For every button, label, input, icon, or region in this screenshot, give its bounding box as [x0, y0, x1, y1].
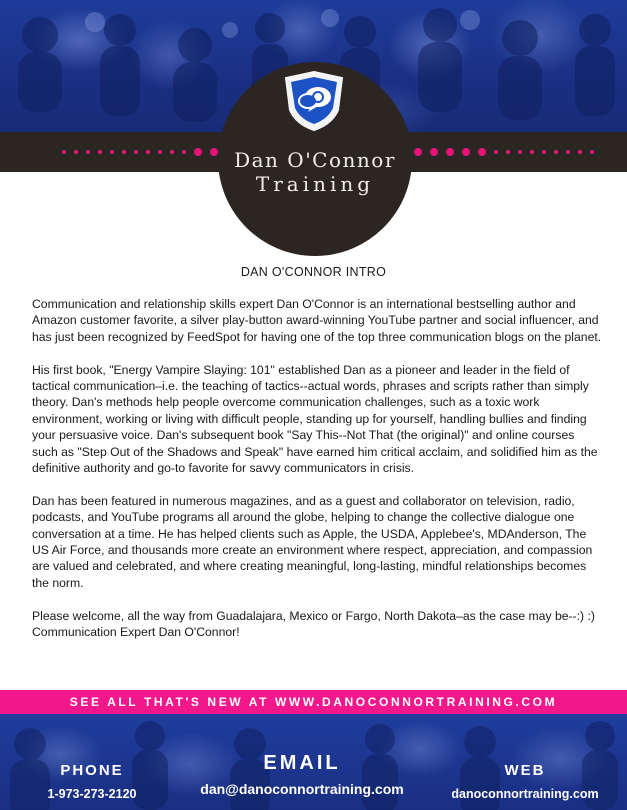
- shield-speech-icon: [282, 70, 346, 132]
- decorative-dots-right: [414, 148, 594, 156]
- web-address[interactable]: danoconnortraining.com: [451, 787, 599, 801]
- intro-paragraph-1: Communication and relationship skills expert Dan O'Connor is an international bestselling author and Amazon customer favorite, a silver play-button award-winning YouTube partner and social influencer, and has just been recognized by FeedSpot for having one of the top three communication blogs on the planet.: [32, 297, 602, 344]
- brand-name-line2: Training: [255, 172, 375, 196]
- document-title: DAN O'CONNOR INTRO: [240, 265, 387, 279]
- phone-contact: [22, 762, 162, 801]
- phone-number[interactable]: 1-973-273-2120: [47, 787, 137, 801]
- closing-line-1: Please welcome, all the way from Guadalajara, Mexico or Fargo, North Dakota–as the case may be--:) :): [32, 608, 595, 623]
- phone-label: PHONE: [60, 762, 124, 779]
- website-banner[interactable]: SEE ALL THAT'S NEW AT WWW.DANOCONNORTRAINING.COM: [0, 690, 627, 714]
- intro-body: [32, 296, 602, 640]
- intro-paragraph-3: Dan has been featured in numerous magazines, and as a guest and collaborator on television, radio, podcasts, and YouTube programs all around the globe, helping to change the collective dialogue one conversation at a time. He has helped clients such as Apple, the USDA, Applebee's, MDAnderson, The US Air Force, and thousands more create an environment where respect, appreciation, and compassion are valued and celebrated, and where creating meaningful, long-lasting, mindful relationships becomes the norm.: [32, 493, 593, 590]
- closing-line-2: Communication Expert Dan O'Connor!: [32, 625, 240, 640]
- contact-footer: [0, 714, 627, 810]
- web-contact: [440, 762, 610, 801]
- email-contact: [180, 752, 424, 797]
- email-label: EMAIL: [263, 752, 341, 774]
- brand-name-line1: Dan O'Connor: [234, 148, 396, 172]
- brand-logo: [218, 62, 412, 256]
- email-address[interactable]: dan@danoconnortraining.com: [200, 781, 404, 797]
- intro-paragraph-2: His first book, "Energy Vampire Slaying: 101" established Dan as a pioneer and leader in the field of tactical communication–i.e. the teaching of tactics--actual words, phrases and scripts rather than simply theory. Dan's methods help people overcome communication challenges, such as a toxic work environment, working or living with difficult people, standing up for yourself, handling bullies and finding your persuasive voice. Dan's subsequent book "Say This--Not That (the original)" and online courses such as "Step Out of the Shadows and Speak" have earned him critical acclaim, and solidified him as the definitive authority and go-to favorite for savvy communicators in crisis.: [32, 362, 598, 476]
- decorative-dots-left: [62, 148, 234, 156]
- web-label: WEB: [504, 762, 546, 779]
